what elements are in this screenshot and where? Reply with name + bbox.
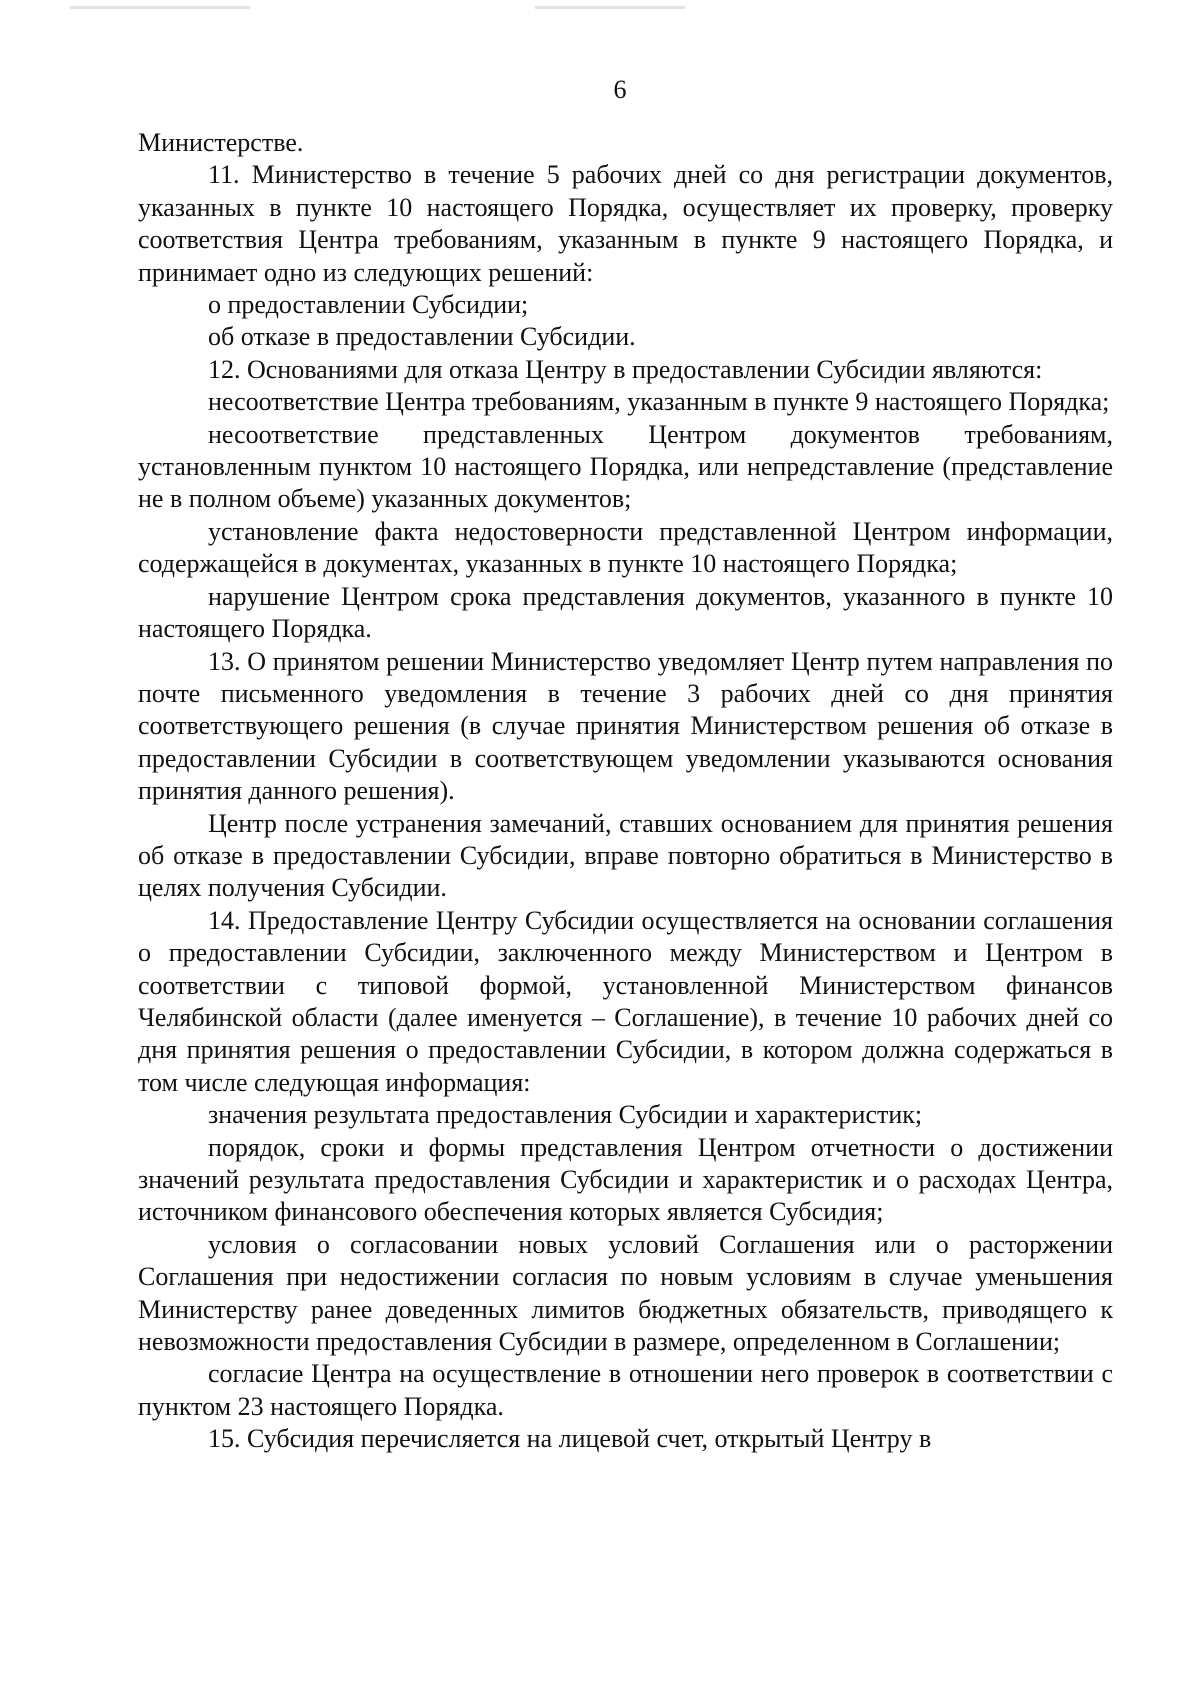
paragraph: условия о согласовании новых условий Соглашения или о расторжении Соглашения при недостижении согласия по новым условиям в случае уменьшения Министерству ранее доведенных лимитов бюджетных обязательств, приводящего к невозможности предоставления Субсидии в размере, определенном в Соглашении; [138, 1229, 1113, 1357]
paragraph: Министерстве. [138, 128, 304, 157]
paragraph: установление факта недостоверности представленной Центром информации, содержащейся в документах, указанных в пункте 10 настоящего Порядка; [138, 516, 1113, 579]
paragraph: несоответствие представленных Центром документов требованиям, установленным пунктом 10 настоящего Порядка, или непредставление (представление не в полном объеме) указанных документов; [138, 419, 1113, 514]
paragraph: 11. Министерство в течение 5 рабочих дней со дня регистрации документов, указанных в пункте 10 настоящего Порядка, осуществляет их проверку, проверку соответствия Центра требованиям, указанным в пункте 9 настоящего Порядка, и принимает одно из следующих решений: [138, 160, 1113, 287]
paragraph: нарушение Центром срока представления документов, указанного в пункте 10 настоящего Порядка. [138, 581, 1113, 644]
paragraph: об отказе в предоставлении Субсидии. [208, 322, 636, 352]
paragraph: несоответствие Центра требованиям, указанным в пункте 9 настоящего Порядка; [208, 387, 1110, 417]
paragraph: согласие Центра на осуществление в отношении него проверок в соответствии с пунктом 23 настоящего Порядка. [138, 1359, 1113, 1421]
paragraph: Центр после устранения замечаний, ставших основанием для принятия решения об отказе в предоставлении Субсидии, вправе повторно обратиться в Министерство в целях получения Субсидии. [138, 808, 1113, 903]
scan-artifact-left [70, 6, 250, 9]
paragraph: 13. О принятом решении Министерство уведомляет Центр путем направления по почте письменного уведомления в течение 3 рабочих дней со дня принятия соответствующего решения (в случае принятия Министерством решения об отказе в предоставлении Субсидии в соответствующем уведомлении указываются основания принятия данного решения). [138, 646, 1113, 806]
document-body [138, 127, 1113, 1456]
page-number: 6 [613, 75, 627, 104]
paragraph: о предоставлении Субсидии; [208, 290, 529, 320]
scan-artifact-right [535, 6, 685, 9]
paragraph: значения результата предоставления Субсидии и характеристик; [208, 1100, 923, 1130]
paragraph: 15. Субсидия перечисляется на лицевой счет, открытый Центру в [208, 1424, 932, 1454]
paragraph: порядок, сроки и формы представления Центром отчетности о достижении значений результата предоставления Субсидии и характеристик и о расходах Центра, источником финансового обеспечения которых является Субсидия; [138, 1132, 1113, 1227]
paragraph: 12. Основаниями для отказа Центру в предоставлении Субсидии являются: [208, 354, 1043, 384]
paragraph: 14. Предоставление Центру Субсидии осуществляется на основании соглашения о предоставлении Субсидии, заключенного между Министерством и Центром в соответствии с типовой формой, установленной Министерством финансов Челябинской области (далее именуется – Соглашение), в течение 10 рабочих дней со дня принятия решения о предоставлении Субсидии, в котором должна содержаться в том числе следующая информация: [138, 905, 1113, 1097]
